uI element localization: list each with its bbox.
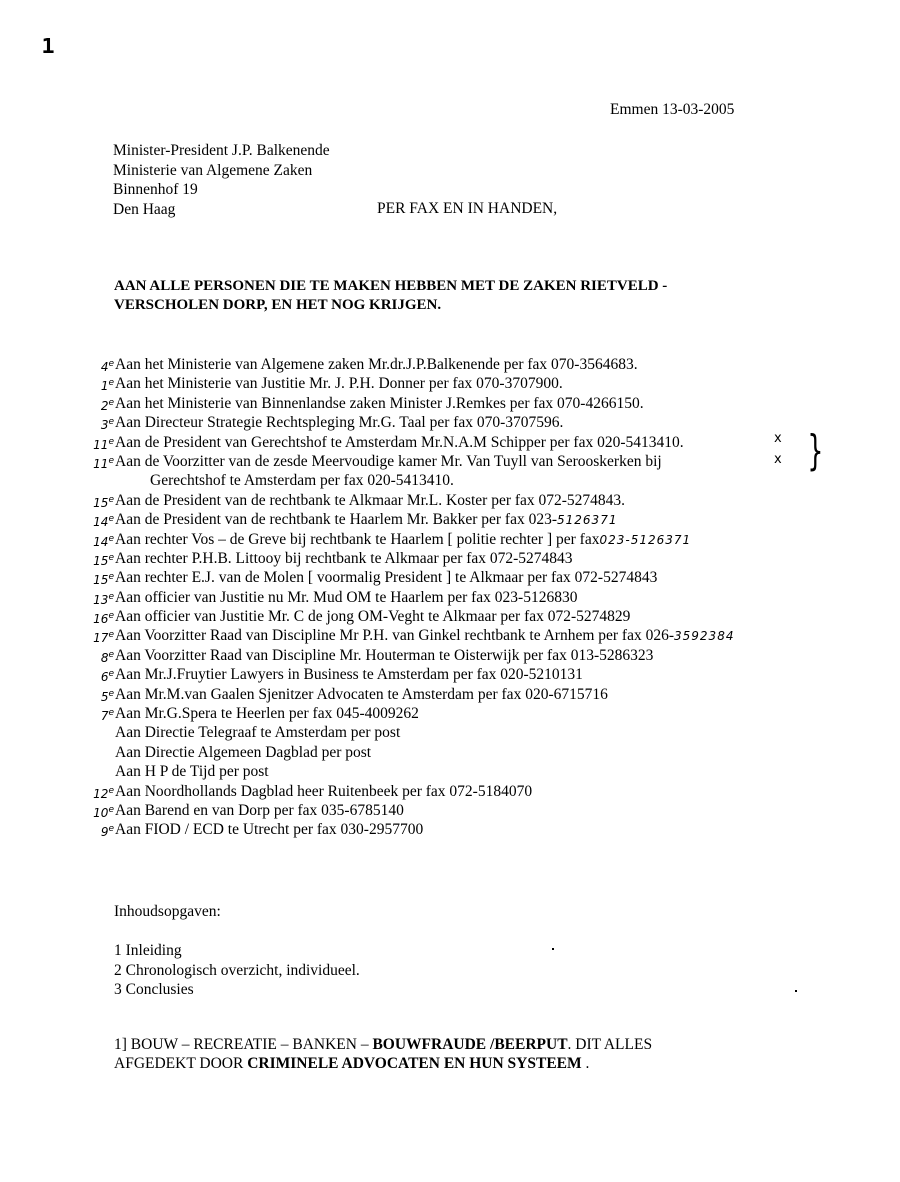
section-text: . DIT ALLES xyxy=(567,1036,653,1053)
recipient-row xyxy=(80,704,734,723)
handwritten-order-mark: 1e xyxy=(100,378,114,394)
heading-line: VERSCHOLEN DORP, EN HET NOG KRIJGEN. xyxy=(114,297,442,313)
section-text-bold: BOUWFRAUDE /BEERPUT xyxy=(372,1036,568,1053)
recipient-row xyxy=(80,626,734,645)
recipient-text: Aan Barend en van Dorp per fax 035-6785140 xyxy=(115,801,404,819)
handwritten-brace: } xyxy=(807,426,824,475)
toc-title: Inhoudsopgaven: xyxy=(114,903,221,920)
recipient-row xyxy=(80,355,734,374)
recipient-row xyxy=(80,374,734,393)
handwritten-order-mark: 11e xyxy=(93,436,114,452)
handwritten-order-mark: 13e xyxy=(93,591,114,607)
recipient-row xyxy=(80,588,734,607)
handwritten-x-mark: x xyxy=(774,452,782,467)
handwritten-order-mark: 8e xyxy=(100,649,114,665)
handwritten-order-mark: 6e xyxy=(100,669,114,685)
recipient-row xyxy=(80,646,734,665)
recipient-row xyxy=(80,801,734,820)
recipient-text: Aan officier van Justitie Mr. C de jong OM-Veght te Alkmaar per fax 072-5274829 xyxy=(115,608,631,626)
address-line: Den Haag xyxy=(113,200,176,218)
recipient-text: Aan rechter P.H.B. Littooy bij rechtbank te Alkmaar per fax 072-5274843 xyxy=(115,549,573,567)
handwritten-order-mark: 3e xyxy=(100,417,114,433)
recipient-text: Aan de President van de rechtbank te Alkmaar Mr.L. Koster per fax 072-5274843. xyxy=(115,491,626,509)
recipient-row xyxy=(80,510,734,529)
address-line: Minister-President J.P. Balkenende xyxy=(113,142,330,159)
place-date: Emmen 13-03-2005 xyxy=(610,101,735,118)
section-1-heading xyxy=(114,1035,652,1073)
section-text: . xyxy=(581,1055,590,1072)
handwritten-order-mark: 14e xyxy=(93,514,114,530)
recipient-text: Aan de President van Gerechtshof te Amsterdam Mr.N.A.M Schipper per fax 020-5413410. xyxy=(115,433,684,451)
recipient-row xyxy=(80,471,734,490)
recipient-text: Aan de Voorzitter van de zesde Meervoudige kamer Mr. Van Tuyll van Serooskerken bij xyxy=(115,452,662,470)
recipient-row xyxy=(80,743,734,762)
recipient-row xyxy=(80,782,734,801)
handwritten-fax-number: 023-5126371 xyxy=(599,532,692,547)
toc-item: 2 Chronologisch overzicht, individueel. xyxy=(114,961,360,979)
section-text-bold: CRIMINELE ADVOCATEN EN HUN SYSTEEM xyxy=(247,1055,582,1072)
recipient-address xyxy=(113,141,330,219)
toc-item: 1 Inleiding xyxy=(114,942,182,959)
recipient-row xyxy=(80,433,734,452)
recipient-row xyxy=(80,665,734,684)
delivery-note: PER FAX EN IN HANDEN, xyxy=(377,200,558,217)
recipient-text: Aan het Ministerie van Binnenlandse zaken Minister J.Remkes per fax 070-4266150. xyxy=(115,394,644,412)
address-line: Ministerie van Algemene Zaken xyxy=(113,161,313,179)
recipient-text: Aan H P de Tijd per post xyxy=(115,763,269,781)
recipient-row xyxy=(80,394,734,413)
handwritten-order-mark: 15e xyxy=(93,552,114,568)
handwritten-order-mark: 17e xyxy=(93,630,114,646)
handwritten-order-mark: 2e xyxy=(100,397,114,413)
recipient-text: Aan FIOD / ECD te Utrecht per fax 030-2957700 xyxy=(115,821,424,839)
recipient-row xyxy=(80,452,734,471)
handwritten-fax-number: 3592384 xyxy=(674,629,735,644)
handwritten-fax-number: 5126371 xyxy=(557,513,618,528)
heading-line: AAN ALLE PERSONEN DIE TE MAKEN HEBBEN MET DE ZAKEN RIETVELD - xyxy=(114,278,668,294)
address-line: Binnenhof 19 xyxy=(113,181,198,198)
recipient-row xyxy=(80,530,734,549)
recipient-text: Aan Directeur Strategie Rechtspleging Mr.G. Taal per fax 070-3707596. xyxy=(115,414,564,432)
document-heading xyxy=(114,277,667,315)
handwritten-order-mark: 15e xyxy=(93,494,114,510)
handwritten-order-mark: 16e xyxy=(93,611,114,627)
recipient-row xyxy=(80,491,734,510)
recipient-text: Aan Noordhollands Dagblad heer Ruitenbeek per fax 072-5184070 xyxy=(115,782,533,800)
recipient-row xyxy=(80,549,734,568)
recipient-row xyxy=(80,820,734,839)
recipient-text: Aan Mr.G.Spera te Heerlen per fax 045-4009262 xyxy=(115,705,419,723)
recipient-text: Aan Directie Telegraaf te Amsterdam per post xyxy=(115,724,401,742)
recipient-text: Gerechtshof te Amsterdam per fax 020-5413410. xyxy=(150,472,454,490)
recipient-row xyxy=(80,685,734,704)
section-text: 1] BOUW – RECREATIE – BANKEN – xyxy=(114,1036,373,1053)
handwritten-page-marker: 1 xyxy=(41,34,55,58)
handwritten-order-mark: 15e xyxy=(93,572,114,588)
scan-speck xyxy=(795,990,797,992)
recipient-text: Aan Directie Algemeen Dagblad per post xyxy=(115,743,372,761)
handwritten-order-mark: 10e xyxy=(93,804,114,820)
table-of-contents xyxy=(114,902,360,1000)
recipient-text: Aan Mr.M.van Gaalen Sjenitzer Advocaten te Amsterdam per fax 020-6715716 xyxy=(115,685,608,703)
recipient-list xyxy=(80,355,734,840)
recipient-row xyxy=(80,762,734,781)
handwritten-order-mark: 12e xyxy=(93,785,114,801)
recipient-text: Aan officier van Justitie nu Mr. Mud OM te Haarlem per fax 023-5126830 xyxy=(115,588,578,606)
recipient-row xyxy=(80,413,734,432)
recipient-text: Aan het Ministerie van Justitie Mr. J. P.H. Donner per fax 070-3707900. xyxy=(115,375,563,393)
handwritten-x-mark: x xyxy=(774,431,782,446)
recipient-text: Aan Mr.J.Fruytier Lawyers in Business te Amsterdam per fax 020-5210131 xyxy=(115,666,583,684)
recipient-row xyxy=(80,568,734,587)
handwritten-order-mark: 9e xyxy=(100,824,114,840)
handwritten-order-mark: 5e xyxy=(100,688,114,704)
recipient-text: Aan Voorzitter Raad van Discipline Mr. Houterman te Oisterwijk per fax 013-5286323 xyxy=(115,646,654,664)
handwritten-order-mark: 4e xyxy=(100,359,114,374)
handwritten-order-mark: 7e xyxy=(100,708,114,724)
toc-item: 3 Conclusies xyxy=(114,981,194,998)
recipient-row xyxy=(80,607,734,626)
handwritten-order-mark: 11e xyxy=(93,455,114,471)
recipient-text: Aan rechter Vos – de Greve bij rechtbank te Haarlem [ politie rechter ] per fax xyxy=(115,530,600,548)
recipient-text: Aan rechter E.J. van de Molen [ voormalig President ] te Alkmaar per fax 072-5274843 xyxy=(115,569,658,587)
recipient-text: Aan de President van de rechtbank te Haarlem Mr. Bakker per fax 023- xyxy=(115,511,558,529)
scan-speck xyxy=(552,948,554,950)
recipient-text: Aan Voorzitter Raad van Discipline Mr P.H. van Ginkel rechtbank te Arnhem per fax 026- xyxy=(115,627,675,645)
recipient-row xyxy=(80,723,734,742)
recipient-text: Aan het Ministerie van Algemene zaken Mr.dr.J.P.Balkenende per fax 070-3564683. xyxy=(115,356,638,373)
handwritten-order-mark: 14e xyxy=(93,533,114,549)
section-text: AFGEDEKT DOOR xyxy=(114,1055,248,1072)
